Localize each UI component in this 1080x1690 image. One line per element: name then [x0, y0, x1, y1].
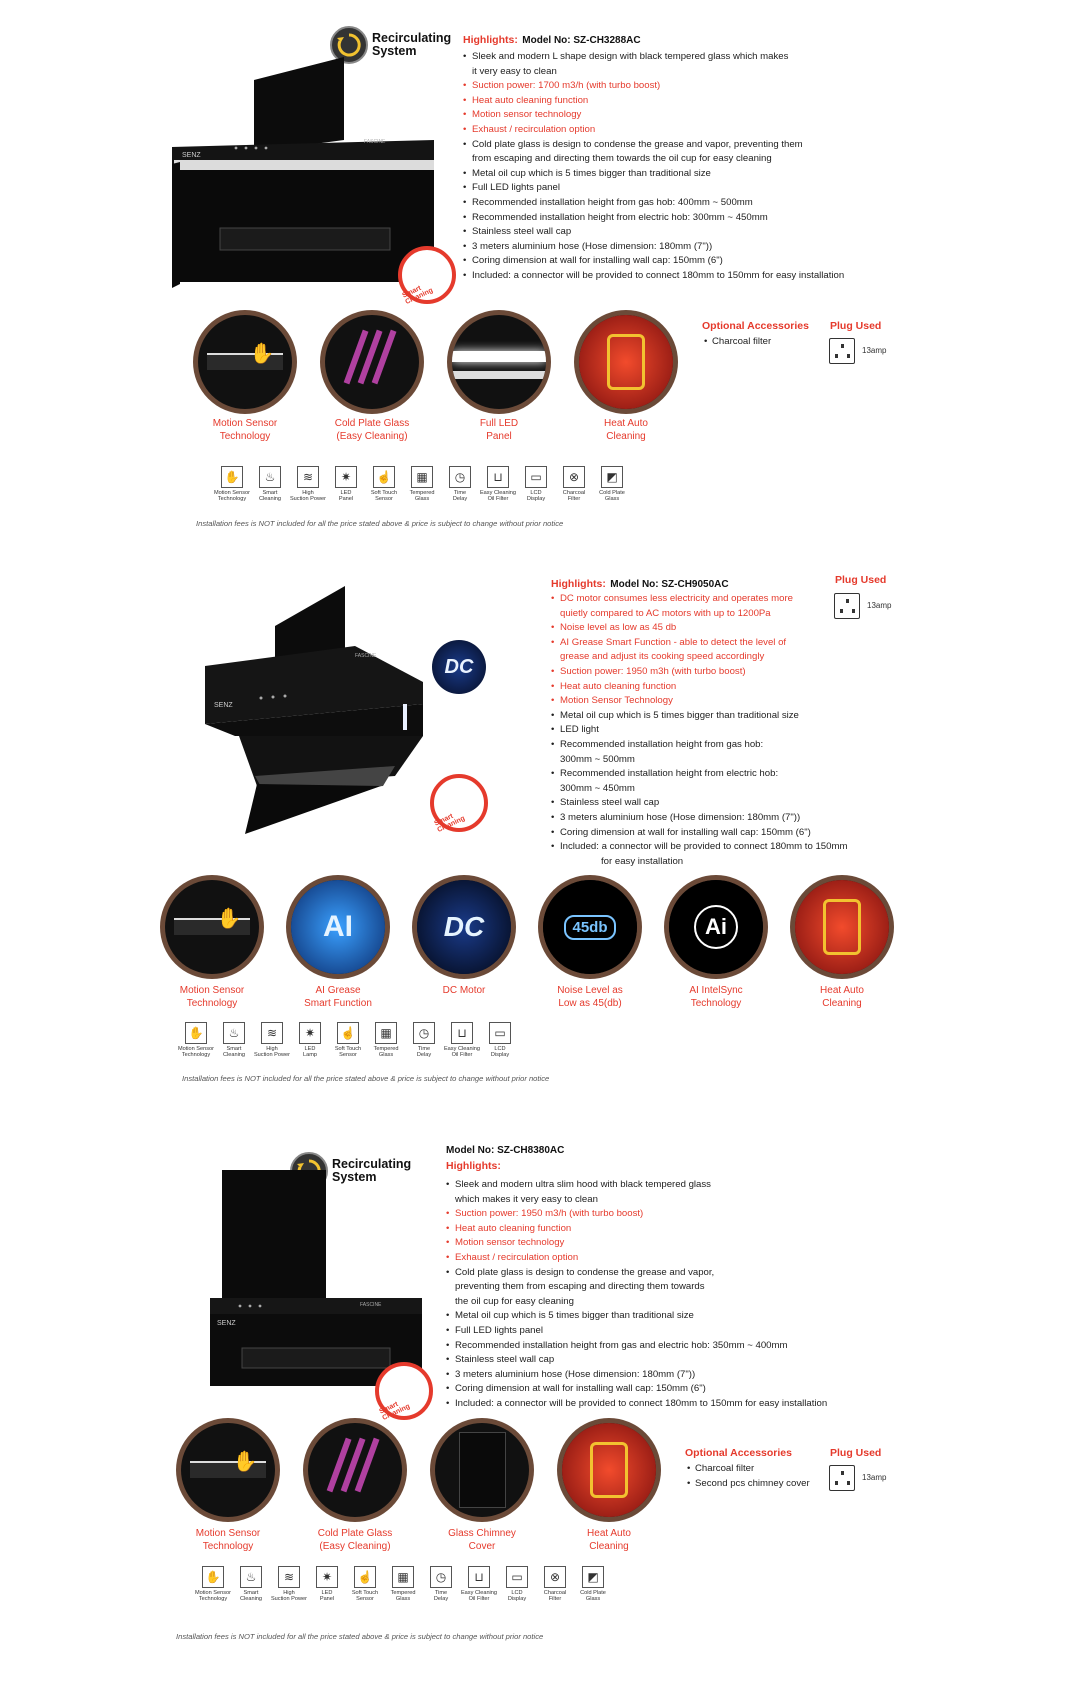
feature-caption	[273, 985, 403, 1010]
price-note-3: Installation fees is NOT included for all the price stated above & price is subject to change without prior notice	[176, 1632, 544, 1641]
accessory-item: • Charcoal filter	[687, 1462, 810, 1477]
feature-icon-label: Charcoal Filter	[562, 490, 586, 503]
accessory-item: • Second pcs chimney cover	[687, 1477, 810, 1492]
cold-plate-glass-icon	[303, 1418, 407, 1522]
feature-glyph-icon: ✷	[335, 466, 357, 488]
feature-icon-label: LCD Display	[507, 1590, 527, 1603]
feature-icon-label: High Suction Power	[253, 1046, 291, 1059]
feature-icon-label: Tempered Glass	[373, 1046, 399, 1059]
feature-caption-line2: Technology	[186, 997, 238, 1009]
feature-caption	[561, 418, 691, 443]
feature-glyph-icon: ◩	[582, 1566, 604, 1588]
smart-cleaning-badge-1	[398, 246, 456, 304]
feature-icon-cell	[232, 1566, 270, 1603]
price-note-1: Installation fees is NOT included for all the price stated above & price is subject to change without prior notice	[196, 519, 564, 528]
plug-title-1: Plug Used	[830, 320, 882, 332]
feature-caption	[180, 418, 310, 443]
feature-caption-line1: Heat Auto	[587, 1528, 631, 1539]
feature-caption	[399, 985, 529, 998]
accessories-list-3	[687, 1462, 810, 1491]
feature-glyph-icon: ☝	[373, 466, 395, 488]
feature-caption-line2: (Easy Cleaning)	[319, 1540, 391, 1552]
highlight-item: • Cold plate glass is design to condense the grease and vapor,	[446, 1266, 827, 1281]
highlight-item: • Sleek and modern ultra slim hood with black tempered glass	[446, 1178, 827, 1193]
highlights-header-1	[463, 30, 641, 48]
feature-icon-label: Time Delay	[433, 1590, 449, 1603]
cold-plate-glass-icon	[320, 310, 424, 414]
feature-icon-cell	[253, 1022, 291, 1059]
feature-glyph: 45db	[564, 915, 615, 940]
feature-caption-line2: Panel	[486, 430, 512, 442]
feature-glyph-icon: ◷	[413, 1022, 435, 1044]
feature-caption	[525, 985, 655, 1010]
motion-sensor-icon: ✋	[160, 875, 264, 979]
highlight-item: • Heat auto cleaning function	[463, 94, 844, 109]
plug-icon-1	[829, 338, 855, 364]
feature-caption-line2: Technology	[202, 1540, 254, 1552]
feature-glyph: DC	[443, 911, 485, 942]
highlight-item: 300mm ~ 450mm	[560, 782, 635, 794]
accessories-list-1	[704, 335, 771, 350]
feature-glyph-icon: ▭	[525, 466, 547, 488]
feature-icon-cell	[481, 1022, 519, 1059]
feature-caption	[147, 985, 277, 1010]
feature-glyph-icon: ◷	[430, 1566, 452, 1588]
feature-icon-cell	[213, 466, 251, 503]
feature-icon-label: LCD Display	[526, 490, 546, 503]
feature-icon-cell	[574, 1566, 612, 1603]
feature-caption	[417, 1528, 547, 1553]
feature-glyph-icon: ▭	[506, 1566, 528, 1588]
feature-caption-line2: Cover	[468, 1540, 496, 1552]
feature-icon-cell	[517, 466, 555, 503]
feature-icon-label: Tempered Glass	[409, 490, 435, 503]
highlight-item: • Included: a connector will be provided to connect 180mm to 150mm for easy installation	[463, 269, 844, 284]
highlight-item: • Metal oil cup which is 5 times bigger than traditional size	[446, 1309, 827, 1324]
highlight-item: • Suction power: 1950 m3/h (with turbo boost)	[446, 1207, 827, 1222]
highlight-item: • Recommended installation height from gas and electric hob: 350mm ~ 400mm	[446, 1339, 827, 1354]
highlight-item: • Stainless steel wall cap	[446, 1353, 827, 1368]
motion-sensor-icon: ✋	[193, 310, 297, 414]
highlight-item: • DC motor consumes less electricity and operates more	[551, 592, 847, 607]
highlights-label-2: Highlights:	[551, 578, 606, 590]
feature-icon-row-3	[194, 1566, 612, 1603]
highlight-item: • Coring dimension at wall for installing wall cap: 150mm (6")	[463, 254, 844, 269]
feature-glyph-icon: ⊔	[468, 1566, 490, 1588]
feature-icon-cell	[177, 1022, 215, 1059]
feature-glyph-icon: ◩	[601, 466, 623, 488]
feature-caption-line2: Technology	[690, 997, 742, 1009]
highlight-item: grease and adjust its cooking speed accordingly	[560, 651, 765, 663]
highlight-item: from escaping and directing them towards the oil cup for easy cleaning	[472, 153, 772, 165]
feature-glyph-icon: ▦	[411, 466, 433, 488]
feature-icon-cell	[441, 466, 479, 503]
highlight-item: • Exhaust / recirculation option	[446, 1251, 827, 1266]
feature-caption-line1: Motion Sensor	[212, 418, 278, 429]
feature-caption-line1: Glass Chimney	[448, 1528, 516, 1539]
glass-chimney-cover-icon	[430, 1418, 534, 1522]
accessory-item: • Charcoal filter	[704, 335, 771, 350]
feature-glyph-icon: ✷	[299, 1022, 321, 1044]
feature-icon-cell	[308, 1566, 346, 1603]
feature-icon-label: Easy Cleaning Oil Filter	[443, 1046, 481, 1059]
feature-icon-label: LED Lamp	[303, 1046, 317, 1059]
feature-caption-line1: Cold Plate Glass	[317, 1528, 393, 1539]
product-section-3	[0, 1100, 1080, 1690]
highlight-item: • Recommended installation height from electric hob:	[551, 767, 847, 782]
highlight-item: • Cold plate glass is design to condense the grease and vapor, preventing them	[463, 138, 844, 153]
smart-cleaning-badge-2	[430, 774, 488, 832]
motion-sensor-icon: ✋	[176, 1418, 280, 1522]
smart-cleaning-badge-3	[375, 1362, 433, 1420]
highlights-header-2	[551, 574, 729, 592]
feature-caption	[290, 1528, 420, 1553]
feature-glyph-icon: ≋	[278, 1566, 300, 1588]
feature-glyph-icon: ✋	[221, 466, 243, 488]
highlights-label-3: Highlights:	[446, 1160, 501, 1172]
feature-icon-cell	[555, 466, 593, 503]
feature-caption-line2: Low as 45(db)	[558, 997, 622, 1009]
feature-icon-cell	[443, 1022, 481, 1059]
plug-title-3: Plug Used	[830, 1447, 882, 1459]
highlight-item: • Sleek and modern L shape design with black tempered glass which makes	[463, 50, 844, 65]
feature-icon-label: Motion Sensor Technology	[194, 1590, 232, 1603]
feature-caption-line1: Heat Auto	[820, 985, 864, 996]
dc-motor-icon	[412, 875, 516, 979]
highlight-item: preventing them from escaping and directing them towards	[455, 1281, 705, 1293]
brand-small-2: FASCINE	[355, 653, 377, 659]
accessories-title-1: Optional Accessories	[702, 320, 809, 332]
model-number-1: Model No: SZ-CH3288AC	[522, 35, 641, 46]
feature-glyph-icon: ☝	[354, 1566, 376, 1588]
accessories-title-3: Optional Accessories	[685, 1447, 792, 1459]
feature-icon-cell	[251, 466, 289, 503]
heat-auto-cleaning-icon	[574, 310, 678, 414]
feature-glyph-icon: ▭	[489, 1022, 511, 1044]
recirculating-label-3a: Recirculating	[332, 1157, 412, 1171]
feature-icon-cell	[215, 1022, 253, 1059]
highlight-item: • Stainless steel wall cap	[551, 796, 847, 811]
feature-caption-line1: Noise Level as	[557, 985, 623, 996]
feature-icon-cell	[329, 1022, 367, 1059]
highlight-item: • 3 meters aluminium hose (Hose dimension: 180mm (7"))	[551, 811, 847, 826]
feature-glyph-icon: ⊔	[451, 1022, 473, 1044]
highlight-item: • Exhaust / recirculation option	[463, 123, 844, 138]
highlight-item: • Coring dimension at wall for installing wall cap: 150mm (6")	[551, 826, 847, 841]
feature-glyph-icon: ♨	[240, 1566, 262, 1588]
highlight-item: which makes it very easy to clean	[455, 1193, 598, 1205]
feature-icon-cell	[367, 1022, 405, 1059]
highlight-item: • Full LED lights panel	[446, 1324, 827, 1339]
feature-icon-cell	[479, 466, 517, 503]
feature-icon-label: Time Delay	[452, 490, 468, 503]
feature-icon-label: Smart Cleaning	[258, 490, 282, 503]
feature-caption-line2: Cleaning	[589, 1540, 629, 1552]
highlight-item: it very easy to clean	[472, 65, 557, 77]
highlight-item: for easy installation	[601, 855, 684, 867]
feature-caption-line1: Cold Plate Glass	[334, 418, 410, 429]
highlight-item: • Full LED lights panel	[463, 181, 844, 196]
feature-icon-cell	[327, 466, 365, 503]
plug-icon-3	[829, 1465, 855, 1491]
model-number-3: Model No: SZ-CH8380AC	[446, 1145, 565, 1156]
feature-icon-label: Soft Touch Sensor	[370, 490, 398, 503]
feature-caption-line1: AI Grease	[315, 985, 361, 996]
feature-glyph-icon: ≋	[297, 466, 319, 488]
highlight-item: • Recommended installation height from gas hob: 400mm ~ 500mm	[463, 196, 844, 211]
brand-logo-1: SENZ	[182, 152, 201, 159]
brand-logo-2: SENZ	[214, 702, 233, 709]
feature-caption	[544, 1528, 674, 1553]
recirculating-label-3b: System	[332, 1170, 377, 1184]
feature-glyph-icon: ⊗	[563, 466, 585, 488]
feature-caption	[434, 418, 564, 443]
feature-glyph-icon: ≋	[261, 1022, 283, 1044]
feature-icon-label: Soft Touch Sensor	[351, 1590, 379, 1603]
feature-icon-cell	[403, 466, 441, 503]
full-led-panel-icon	[447, 310, 551, 414]
highlight-item: • Stainless steel wall cap	[463, 225, 844, 240]
highlight-item: 300mm ~ 500mm	[560, 753, 635, 765]
feature-icon-label: High Suction Power	[270, 1590, 308, 1603]
highlight-item: • Metal oil cup which is 5 times bigger than traditional size	[463, 167, 844, 182]
feature-icon-cell	[460, 1566, 498, 1603]
feature-icon-cell	[291, 1022, 329, 1059]
feature-glyph-icon: ⊔	[487, 466, 509, 488]
dc-badge-label: DC	[444, 655, 474, 678]
recirculating-label-2: System	[372, 44, 417, 58]
feature-caption-line2: Smart Function	[304, 997, 372, 1009]
feature-icon-label: Time Delay	[416, 1046, 432, 1059]
feature-icon-label: Charcoal Filter	[543, 1590, 567, 1603]
feature-icon-cell	[536, 1566, 574, 1603]
plug-title-2: Plug Used	[835, 574, 887, 586]
highlight-item: • Metal oil cup which is 5 times bigger than traditional size	[551, 709, 847, 724]
feature-icon-label: Easy Cleaning Oil Filter	[479, 490, 517, 503]
feature-glyph-icon: ✋	[185, 1022, 207, 1044]
highlight-item: • Included: a connector will be provided to connect 180mm to 150mm for easy installation	[446, 1397, 827, 1412]
feature-caption-line1: Motion Sensor	[195, 1528, 261, 1539]
highlight-item: • Suction power: 1700 m3/h (with turbo boost)	[463, 79, 844, 94]
feature-icon-label: Soft Touch Sensor	[334, 1046, 362, 1059]
feature-icon-row-1	[213, 466, 631, 503]
highlight-item: • Coring dimension at wall for installing wall cap: 150mm (6")	[446, 1382, 827, 1397]
feature-caption-line1: AI IntelSync	[689, 985, 743, 996]
feature-glyph: Ai	[694, 905, 738, 949]
product-section-2	[0, 540, 1080, 1100]
feature-icon-label: Cold Plate Glass	[599, 490, 625, 503]
feature-icon-label: Motion Sensor Technology	[213, 490, 251, 503]
highlight-item: quietly compared to AC motors with up to 1200Pa	[560, 607, 771, 619]
feature-glyph-icon: ☝	[337, 1022, 359, 1044]
highlight-item: • Suction power: 1950 m3h (with turbo boost)	[551, 665, 847, 680]
feature-caption	[163, 1528, 293, 1553]
brand-small-1: FASCINE	[364, 139, 386, 145]
plug-amp-1: 13amp	[862, 346, 887, 355]
feature-icon-label: Cold Plate Glass	[580, 1590, 606, 1603]
feature-icon-label: Easy Cleaning Oil Filter	[460, 1590, 498, 1603]
brand-logo-3: SENZ	[217, 1320, 236, 1327]
heat-auto-cleaning-icon	[790, 875, 894, 979]
highlight-item: the oil cup for easy cleaning	[455, 1295, 574, 1307]
brand-small-3: FASCINE	[360, 1302, 382, 1308]
feature-icon-label: LCD Display	[490, 1046, 510, 1059]
feature-icon-label: Smart Cleaning	[222, 1046, 246, 1059]
feature-icon-label: Motion Sensor Technology	[177, 1046, 215, 1059]
feature-icon-cell	[270, 1566, 308, 1603]
ai-intelsync-icon	[664, 875, 768, 979]
feature-icon-cell	[194, 1566, 232, 1603]
product-section-1	[0, 0, 1080, 540]
highlight-item: • AI Grease Smart Function - able to detect the level of	[551, 636, 847, 651]
highlights-label-1: Highlights:	[463, 34, 518, 46]
highlight-item: • LED light	[551, 723, 847, 738]
feature-glyph: AI	[323, 910, 353, 943]
highlight-item: • Motion sensor technology	[463, 108, 844, 123]
feature-caption-line2: Cleaning	[606, 430, 646, 442]
smart-cleaning-label-1: Smart Cleaning	[401, 284, 435, 306]
feature-caption-line1: DC Motor	[442, 985, 486, 996]
heat-auto-cleaning-icon	[557, 1418, 661, 1522]
model-number-2: Model No: SZ-CH9050AC	[610, 579, 729, 590]
highlight-item: • Included: a connector will be provided to connect 180mm to 150mm	[551, 840, 847, 855]
plug-amp-2: 13amp	[867, 601, 892, 610]
feature-glyph-icon: ✷	[316, 1566, 338, 1588]
feature-caption-line1: Motion Sensor	[179, 985, 245, 996]
feature-icon-cell	[365, 466, 403, 503]
feature-caption	[777, 985, 907, 1010]
highlight-item: • 3 meters aluminium hose (Hose dimension: 180mm (7"))	[446, 1368, 827, 1383]
dc-badge-icon	[432, 640, 486, 694]
feature-caption-line1: Heat Auto	[604, 418, 648, 429]
product-image-2	[205, 586, 435, 834]
feature-glyph-icon: ♨	[223, 1022, 245, 1044]
recirculating-label-1: Recirculating	[372, 31, 452, 45]
feature-icon-cell	[593, 466, 631, 503]
feature-icon-row-2	[177, 1022, 519, 1059]
feature-glyph-icon: ▦	[392, 1566, 414, 1588]
feature-icon-label: Tempered Glass	[390, 1590, 416, 1603]
feature-caption-line1: Full LED	[479, 418, 519, 429]
feature-icon-label: Smart Cleaning	[239, 1590, 263, 1603]
feature-caption-line2: Cleaning	[822, 997, 862, 1009]
smart-cleaning-label-3: Smart Cleaning	[378, 1400, 412, 1422]
feature-caption-line2: (Easy Cleaning)	[336, 430, 408, 442]
feature-caption	[307, 418, 437, 443]
highlights-list-3	[446, 1178, 827, 1412]
feature-glyph-icon: ◷	[449, 466, 471, 488]
smart-cleaning-label-2: Smart Cleaning	[433, 812, 467, 834]
noise-level-icon	[538, 875, 642, 979]
feature-icon-cell	[384, 1566, 422, 1603]
price-note-2: Installation fees is NOT included for all the price stated above & price is subject to change without prior notice	[182, 1074, 550, 1083]
feature-icon-label: LED Panel	[338, 490, 354, 503]
feature-caption	[651, 985, 781, 1010]
plug-icon-2	[834, 593, 860, 619]
plug-amp-3: 13amp	[862, 1473, 887, 1482]
feature-glyph-icon: ▦	[375, 1022, 397, 1044]
feature-icon-label: High Suction Power	[289, 490, 327, 503]
highlight-item: • Heat auto cleaning function	[446, 1222, 827, 1237]
highlight-item: • Motion sensor technology	[446, 1236, 827, 1251]
highlights-list-2	[551, 592, 847, 869]
highlight-item: • Noise level as low as 45 db	[551, 621, 847, 636]
feature-icon-cell	[289, 466, 327, 503]
highlight-item: • Recommended installation height from gas hob:	[551, 738, 847, 753]
feature-caption-line2: Technology	[219, 430, 271, 442]
feature-icon-cell	[422, 1566, 460, 1603]
feature-icon-label: LED Panel	[319, 1590, 335, 1603]
highlight-item: • Motion Sensor Technology	[551, 694, 847, 709]
feature-icon-cell	[405, 1022, 443, 1059]
feature-glyph-icon: ♨	[259, 466, 281, 488]
ai-grease-icon	[286, 875, 390, 979]
feature-glyph-icon: ⊗	[544, 1566, 566, 1588]
feature-icon-cell	[498, 1566, 536, 1603]
highlights-list-1	[463, 50, 844, 284]
feature-glyph-icon: ✋	[202, 1566, 224, 1588]
feature-icon-cell	[346, 1566, 384, 1603]
highlight-item: • Heat auto cleaning function	[551, 680, 847, 695]
highlight-item: • 3 meters aluminium hose (Hose dimension: 180mm (7"))	[463, 240, 844, 255]
highlight-item: • Recommended installation height from electric hob: 300mm ~ 450mm	[463, 211, 844, 226]
